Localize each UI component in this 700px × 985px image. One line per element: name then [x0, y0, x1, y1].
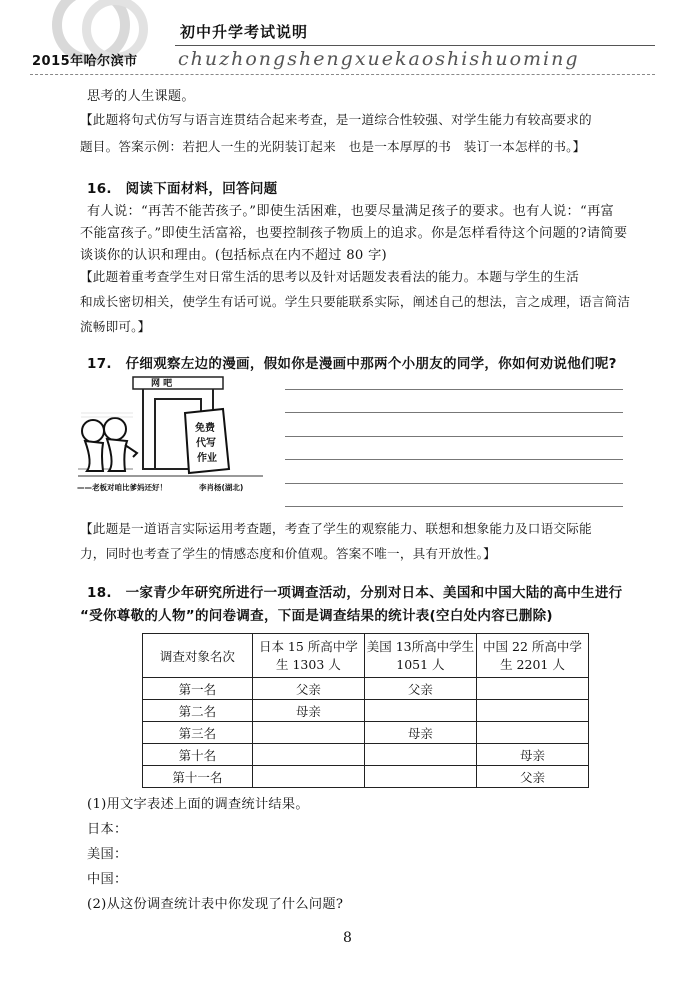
header-year-city: 2015年哈尔滨市 — [32, 54, 138, 69]
table-row — [143, 700, 589, 722]
answer-line[interactable] — [285, 506, 623, 507]
q16-text-line: 谈谈你的认识和理由。(包括标点在内不超过 80 字) — [80, 248, 388, 263]
answer-line[interactable] — [285, 436, 623, 437]
page-number: 8 — [343, 930, 352, 946]
q17-note-line: 【此题是一道语言实际运用考查题，考查了学生的观察能力、联想和想象能力及口语交际能 — [80, 521, 592, 536]
question-16-title: 16. 阅读下面材料，回答问题 — [87, 181, 278, 197]
answer-label-china: 中国： — [87, 872, 128, 887]
table-cell: 父亲 — [476, 766, 588, 788]
table-row — [143, 744, 589, 766]
cartoon-board-line: 免费 — [195, 423, 215, 434]
table-cell — [364, 700, 476, 722]
question-17-title: 17. 仔细观察左边的漫画，假如你是漫画中那两个小朋友的同学，你如何劝说他们呢? — [87, 356, 617, 372]
continuation-text: 思考的人生课题。 — [87, 89, 195, 104]
q17-note-line: 力，同时也考查了学生的情感态度和价值观。答案不唯一，具有开放性。】 — [80, 546, 496, 561]
table-cell — [252, 722, 364, 744]
q18-sub-question-2: (2)从这份调查统计表中你发现了什么问题? — [87, 897, 344, 912]
rank-cell: 第一名 — [143, 678, 253, 700]
answer-line[interactable] — [285, 483, 623, 484]
table-cell: 父亲 — [364, 678, 476, 700]
note-line: 题目。答案示例：若把人一生的光阴装订起来 也是一本厚厚的书 装订一本怎样的书。】 — [80, 139, 586, 154]
cartoon-image — [73, 373, 268, 500]
table-cell: 父亲 — [252, 678, 364, 700]
header-dashed-rule — [30, 74, 655, 75]
answer-label-usa: 美国： — [87, 847, 128, 862]
answer-label-japan: 日本： — [87, 822, 128, 837]
question-18-title-cont: “受你尊敬的人物”的问卷调查，下面是调查结果的统计表(空白处内容已删除) — [80, 608, 553, 624]
table-cell — [252, 766, 364, 788]
table-header-cell: 中国 22 所高中学生 2201 人 — [476, 634, 588, 678]
table-row — [143, 678, 589, 700]
rank-cell: 第二名 — [143, 700, 253, 722]
q18-sub-question-1: (1)用文字表述上面的调查统计结果。 — [87, 797, 309, 812]
table-cell — [364, 766, 476, 788]
answer-line[interactable] — [285, 389, 623, 390]
rank-cell: 第十名 — [143, 744, 253, 766]
table-row — [143, 766, 589, 788]
rank-cell: 第三名 — [143, 722, 253, 744]
table-cell — [476, 678, 588, 700]
header-title: 初中升学考试说明 — [180, 23, 309, 41]
survey-table — [142, 633, 589, 788]
q16-note-line: 流畅即可。】 — [80, 319, 151, 334]
answer-line[interactable] — [285, 459, 623, 460]
question-18-title: 18. 一家青少年研究所进行一项调查活动，分别对日本、美国和中国大陆的高中生进行 — [87, 585, 623, 601]
header-rule — [175, 45, 655, 46]
q16-text-line: 不能富孩子。”即使生活富裕，也要控制孩子物质上的追求。你是怎样看待这个问题的?请简要 — [80, 226, 628, 241]
cartoon-board-line: 作业 — [197, 453, 217, 464]
q16-note-line: 和成长密切相关，使学生有话可说。学生只要能联系实际，阐述自己的想法，言之成理，语言简洁 — [80, 294, 631, 309]
table-cell: 母亲 — [476, 744, 588, 766]
q16-note-line: 【此题着重考查学生对日常生活的思考以及针对话题发表看法的能力。本题与学生的生活 — [80, 269, 579, 284]
table-header-cell: 调查对象名次 — [143, 634, 253, 678]
table-cell — [476, 700, 588, 722]
table-header-row — [143, 634, 589, 678]
cartoon-author: 李肖杨(湖北) — [199, 483, 244, 492]
table-cell — [476, 722, 588, 744]
table-cell — [364, 744, 476, 766]
cartoon-caption: ——老板对咱比爹妈还好！ — [77, 483, 167, 492]
table-cell: 母亲 — [364, 722, 476, 744]
table-cell: 母亲 — [252, 700, 364, 722]
note-line: 【此题将句式仿写与语言连贯结合起来考查，是一道综合性较强、对学生能力有较高要求的 — [80, 112, 592, 127]
q16-text-line: 有人说：“再苦不能苦孩子。”即使生活困难，也要尽量满足孩子的要求。也有人说：“再富 — [87, 204, 615, 219]
cartoon-sign: 网 吧 — [151, 379, 173, 389]
table-header-cell: 日本 15 所高中学生 1303 人 — [252, 634, 364, 678]
table-cell — [252, 744, 364, 766]
table-row — [143, 722, 589, 744]
header-pinyin: chuzhongshengxuekaoshishuoming — [178, 48, 580, 70]
rank-cell: 第十一名 — [143, 766, 253, 788]
answer-line[interactable] — [285, 412, 623, 413]
cartoon-drawing — [73, 373, 268, 500]
table-header-cell: 美国 13所高中学生 1051 人 — [364, 634, 476, 678]
cartoon-board-line: 代写 — [196, 438, 216, 449]
